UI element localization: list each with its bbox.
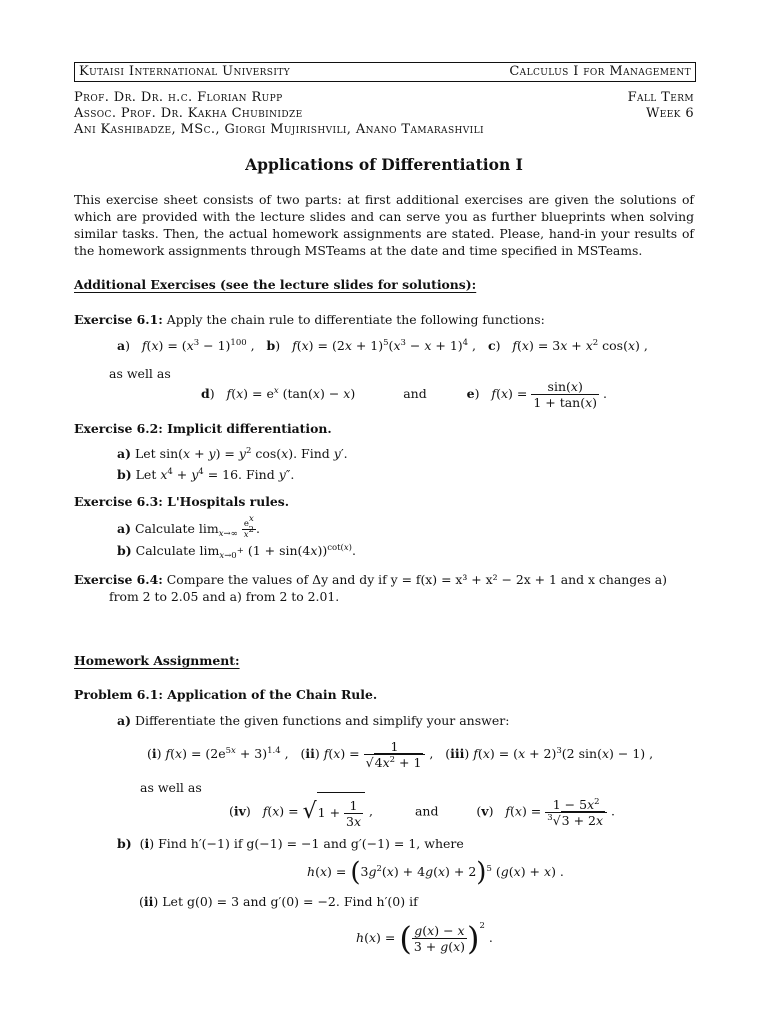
exercise-6-2-label: Exercise 6.2: Implicit differentiation.	[74, 421, 332, 436]
exercise-6-2-a: a) Let $\sin(x + y) = y^2$ cos(x). Find y′.	[117, 446, 348, 461]
problem-6-1-b-i: b) (i) Find h′(−1) if g(−1) = −1 and g′(−1) = 1, where	[117, 836, 464, 851]
problem-6-1-b-ii-formula: h(x) = ( $\frac{g(x) - x}{3 + g(x)}$ )$^2$ .	[356, 919, 493, 958]
exercise-6-1-and: and	[403, 386, 427, 401]
problem-6-1-b-ii-text: Let g(0) = 3 and g′(0) = −2. Find h′(0) if	[162, 894, 418, 909]
problem-6-1-a: a) Differentiate the given functions and simplify your answer:	[117, 713, 510, 728]
exercise-6-3-a: a) Calculate $\lim_{x\to\infty}$ $\frac{e^x}{x^2}$ .	[117, 514, 260, 540]
exercise-6-1-label: Exercise 6.1:	[74, 312, 163, 327]
intro-paragraph: This exercise sheet consists of two parts: at first additional exercises are given the solutions of which are provided with the lecture slides and can serve you as further blueprints when solving similar tasks. Then, the actual homework assignments are stated. Please, hand-in your results of the homework assignments through MSTeams at the date and time specified in MSTeams.	[74, 192, 694, 258]
problem-6-1-b-i-formula: $h(x) = (3g^2(x) + 4g(x) + 2)^5$ (g(x) + x) .	[307, 857, 564, 888]
exercise-6-4-label: Exercise 6.4:	[74, 572, 163, 587]
exercise-6-4	[74, 571, 694, 605]
exercise-6-1-text: Apply the chain rule to differentiate the following functions:	[166, 312, 545, 327]
lecturer-3: Ani Kashibadze, MSc., Giorgi Mujirishvili, Anano Tamarashvili	[74, 122, 484, 137]
problem-6-1-as-well-as: as well as	[140, 780, 202, 795]
homework-heading: Homework Assignment:	[74, 653, 240, 668]
course-name: Calculus I for Management	[509, 64, 691, 79]
exercise-6-4-text: Compare the values of Δy and dy if y = f(x) = x³ + x² − 2x + 1 and x changes a) from 2 to 2.05 and a) from 2 to 2.01.	[109, 572, 668, 604]
problem-6-1-b-i-text: Find h′(−1) if g(−1) = −1 and g′(−1) = 1, where	[158, 836, 464, 851]
problem-6-1-a-formulas-iv-v: (iv) f(x) = √1 + $\frac{1}{3x}$ , and (v) f(x) = $\frac{1 - 5x^2}{^3√3 + 2x}$ .	[229, 792, 615, 832]
lecturer-1: Prof. Dr. Dr. h.c. Florian Rupp	[74, 90, 283, 105]
exercise-6-1-formulas-d-e: d) $f(x) = e^x$ (tan(x) − x) and e) f(x) = $\frac{\sin(x)}{1 + \tan(x)}$ .	[201, 379, 608, 410]
sheet-title: Applications of Differentiation I	[245, 155, 523, 174]
lecturer-2: Assoc. Prof. Dr. Kakha Chubinidze	[74, 106, 303, 121]
university-name: Kutaisi International University	[79, 64, 291, 79]
exercise-6-2-b: b) Let $x^4 + y^4 = 16$. Find y″.	[117, 467, 295, 482]
header-box	[74, 62, 696, 82]
week-label: Week 6	[645, 106, 694, 121]
exercise-6-1	[74, 311, 694, 328]
problem-6-1-and: and	[414, 803, 439, 819]
problem-6-1-label: Problem 6.1: Application of the Chain Rule.	[74, 687, 378, 702]
additional-exercises-heading: Additional Exercises (see the lecture slides for solutions):	[74, 277, 477, 292]
exercise-6-1-formulas-a-c: a) $f(x) = (x^3 - 1)^{100}$ , b) $f(x) = (2x + 1)^5(x^3 - x + 1)^4$ , c) $f(x) = 3x + x^2$ cos(x) ,	[117, 338, 648, 353]
problem-6-1-b-ii: (ii) Let g(0) = 3 and g′(0) = −2. Find h′(0) if	[139, 894, 418, 909]
exercise-6-3-b: b) Calculate $\lim_{x\to 0^+} (1 + \sin(4x))^{cot(x)}$.	[117, 543, 356, 561]
exercise-6-3-label: Exercise 6.3: L'Hospitals rules.	[74, 494, 290, 509]
problem-6-1-a-text: Differentiate the given functions and simplify your answer:	[135, 713, 510, 728]
problem-6-1-a-formulas-i-iii: (i) $f(x) = (2e^{5x} + 3)^{1.4}$ , (ii) f(x) = $\frac{1}{√4x^2 + 1}$ , (iii) $f(x) = (x + 2)^3(2$ sin(x) − 1) ,	[147, 739, 654, 770]
term-label: Fall Term	[627, 90, 694, 105]
exercise-6-1-as-well-as: as well as	[109, 366, 171, 381]
